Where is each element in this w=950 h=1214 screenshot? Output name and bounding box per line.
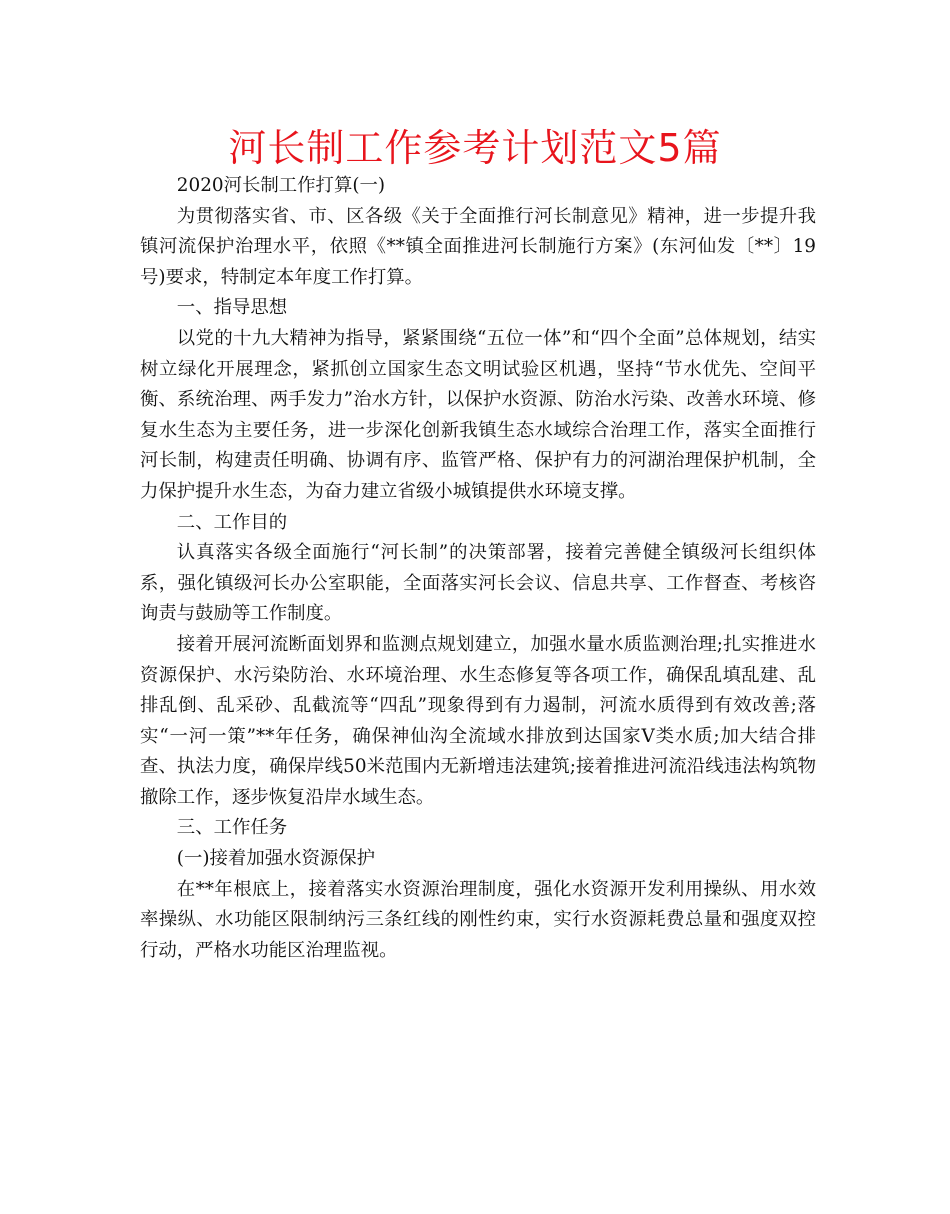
section-heading-work-tasks: 三、工作任务 xyxy=(176,817,288,839)
section-heading-work-goals: 二、工作目的 xyxy=(176,511,288,533)
section-heading-guiding-thought: 一、指导思想 xyxy=(176,297,288,319)
subsection-heading-water-resources: (一)接着加强水资源保护 xyxy=(176,848,376,870)
paragraph-work-goals-2: 接着开展河流断面划界和监测点规划建立，加强水量水质监测治理;扎实推进水资源保护、水污染防治、水环境治理、水生态修复等各项工作，确保乱填乱建、乱排乱倒、乱采砂、乱截流等“四乱”现象得到有力遏制，河流水质得到有效改善;落实“一河一策”**年任务，确保神仙沟全流域水排放到达国家Ⅴ类水质;加大结合排查、执法力度，确保岸线50米范围内无新增违法建筑;接着推进河流沿线违法构筑物撤除工作，逐步恢复沿岸水域生态。 xyxy=(140,633,816,808)
document-title: 河长制工作参考计划范文5篇 xyxy=(228,126,722,170)
paragraph-work-goals-1: 认真落实各级全面施行“河长制”的决策部署，接着完善健全镇级河长组织体系，强化镇级河长办公室职能，全面落实河长会议、信息共享、工作督查、考核咨询责与鼓励等工作制度。 xyxy=(140,542,816,625)
paragraph-subtitle: 2020河长制工作打算(一) xyxy=(176,175,386,196)
document-body xyxy=(140,171,816,966)
paragraph-intro: 为贯彻落实省、市、区各级《关于全面推行河长制意见》精神，进一步提升我镇河流保护治理水平，依照《**镇全面推进河长制施行方案》(东河仙发〔**〕19号)要求，特制定本年度工作打算。 xyxy=(140,205,816,288)
paragraph-guiding-thought: 以党的十九大精神为指导，紧紧围绕“五位一体”和“四个全面”总体规划，结实树立绿化开展理念，紧抓创立国家生态文明试验区机遇，坚持“节水优先、空间平衡、系统治理、两手发力”治水方针，以保护水资源、防治水污染、改善水环境、修复水生态为主要任务，进一步深化创新我镇生态水域综合治理工作，落实全面推行河长制，构建责任明确、协调有序、监管严格、保护有力的河湖治理保护机制，全力保护提升水生态，为奋力建立省级小城镇提供水环境支撑。 xyxy=(140,327,816,502)
paragraph-water-resources: 在**年根底上，接着落实水资源治理制度，强化水资源开发利用操纵、用水效率操纵、水功能区限制纳污三条红线的刚性约束，实行水资源耗费总量和强度双控行动，严格水功能区治理监视。 xyxy=(140,878,816,961)
